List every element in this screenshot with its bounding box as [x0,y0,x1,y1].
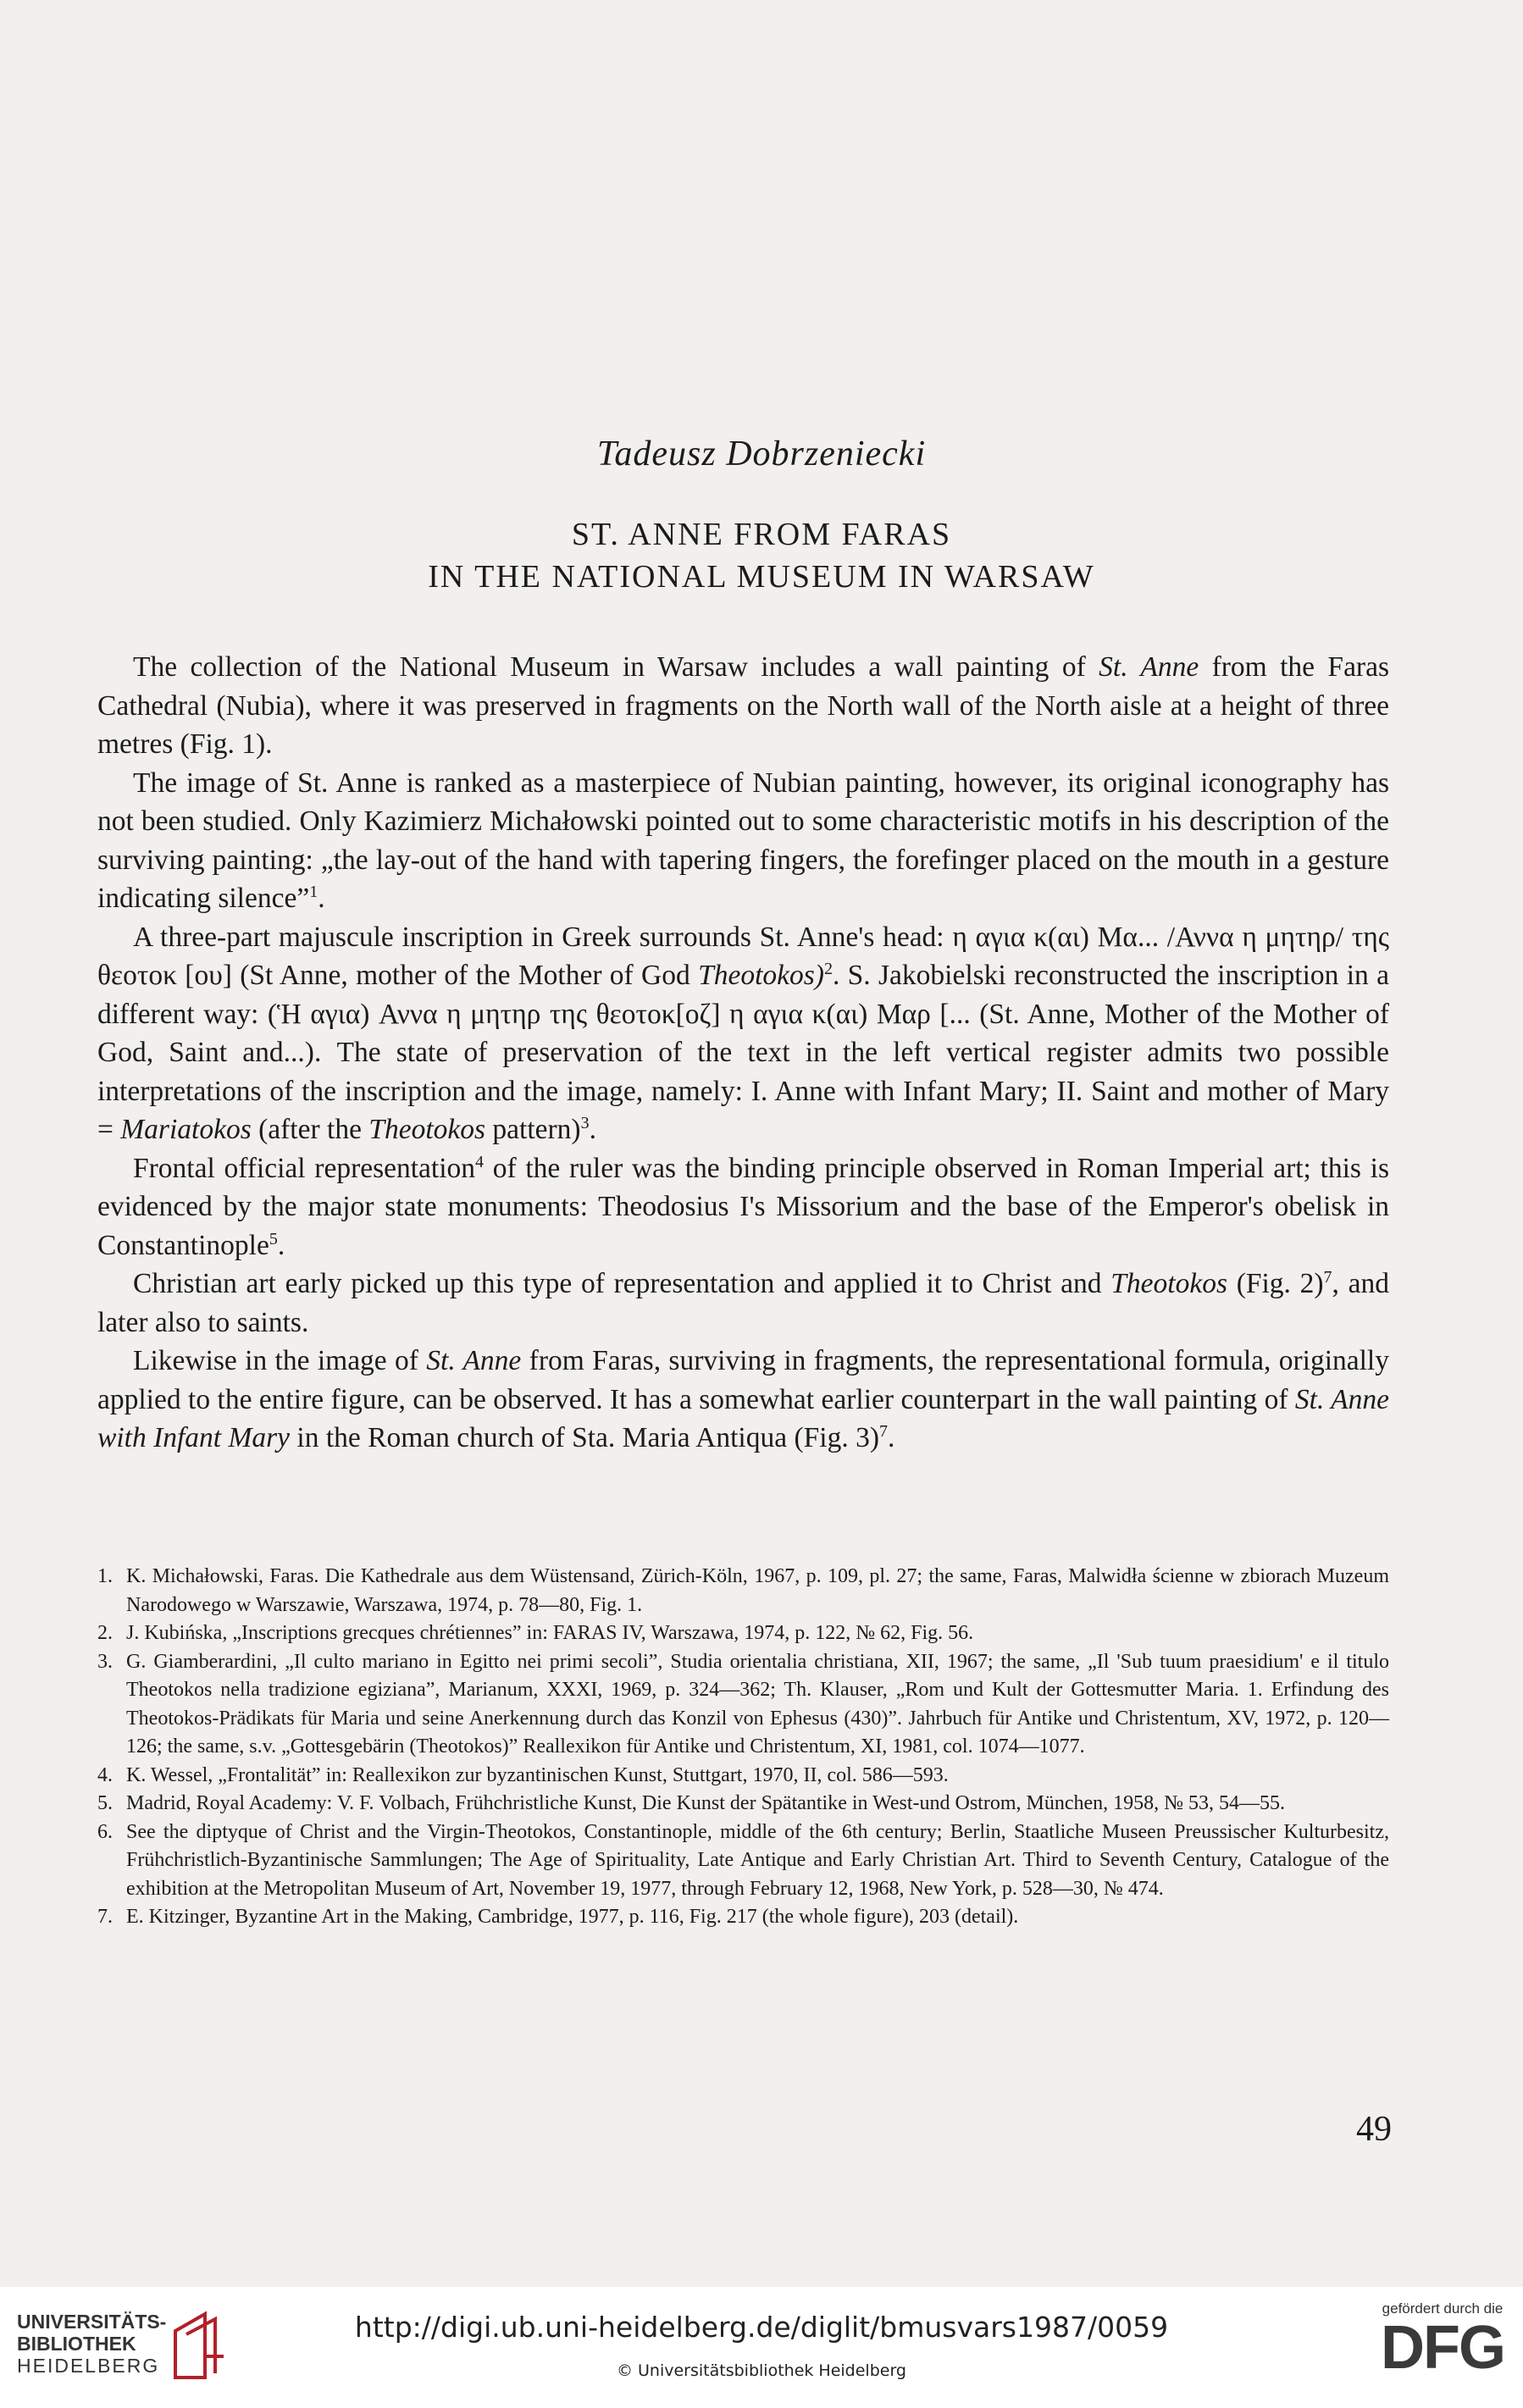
footnote-ref[interactable]: 7 [1323,1267,1332,1287]
article-body [97,648,1389,1458]
footnote: 2. J. Kubińska, „Inscriptions grecques chrétiennes” in: FARAS IV, Warszawa, 1974, p. 122, № 62, Fig. 56. [97,1622,974,1644]
footnote: 7. E. Kitzinger, Byzantine Art in the Making, Cambridge, 1977, p. 116, Fig. 217 (the whole figure), 203 (detail). [97,1906,1019,1928]
article-title [0,513,1523,598]
paragraph-5: Christian art early picked up this type of representation and applied it to Christ and Theotokos (Fig. 2)$^7$, and later also to saints. [97,1267,1390,1338]
paragraph-6: Likewise in the image of St. Anne from Faras, surviving in fragments, the representational formula, originally applied to the entire figure, can be observed. It has a somewhat earlier counterpart in the wall painting of St. Anne with Infant Mary in the Roman church of Sta. Maria Antiqua (Fig. 3)$^7$. [97,1345,1389,1453]
library-name-line-3: HEIDELBERG [17,2355,160,2377]
footnote: 3. G. Giamberardini, „Il culto mariano in Egitto nei primi secoli”, Studia orientalia christiana, XII, 1967; the same, „Il 'Sub tuum praesidium' e il titulo Theotokos nella tradizione egiziana”, Marianum, XXXI, 1969, p. 324—362; Th. Klauser, „Rom und Kult der Gottesmutter Maria. 1. Erfindung des Theotokos-Prädikats für Maria und seine Anerkennung durch das Konzil von Ephesus (430)”. Jahrbuch für Antike und Christentum, XV, 1972, p. 120—126; the same, s.v. „Gottesgebärin (Theotokos)” Reallexikon für Antike und Christentum, XI, 1981, col. 1074—1077. [97,1650,1389,1758]
footnote-ref[interactable]: 1 [309,882,318,901]
funder-name: DFG [1381,2314,1504,2382]
paragraph-2: The image of St. Anne is ranked as a masterpiece of Nubian painting, however, its original iconography has not been studied. Only Kazimierz Michałowski pointed out to some characteristic motifs in his description of the surviving painting: „the lay-out of the hand with tapering fingers, the forefinger placed on the mouth in a gesture indicating silence”$^1$. [97,767,1389,914]
title-line-1: ST. ANNE FROM FARAS [571,517,952,552]
footnotes [97,1563,1389,1932]
footnote-ref[interactable]: 3 [580,1113,590,1132]
funder-caption: gefördert durch die [1382,2300,1504,2317]
footnote: 1. K. Michałowski, Faras. Die Kathedrale aus dem Wüstensand, Zürich-Köln, 1967, p. 109, pl. 27; the same, Faras, Malwidła ścienne w zbiorach Muzeum Narodowego w Warszawie, Warszawa, 1974, p. 78—80, Fig. 1. [97,1565,1389,1616]
footnote-ref[interactable]: 4 [475,1152,485,1171]
paragraph-3: A three-part majuscule inscription in Greek surrounds St. Anne's head: η αγια κ(αι) Μα... /Αννα η μητηρ/ της θεοτοκ [ου] (St Anne, mother of the Mother of God Theotokos)$^2$. S. Jakobielski reconstructed the inscription in a different way: (Ἡ αγια) Αννα η μητηρ της θεοτοκ[οζ] η αγια κ(αι) Μαρ [... (St. Anne, Mother of the Mother of God, Saint and...). The state of preservation of the text in the left vertical register admits two possible interpretations of the inscription and the image, namely: I. Anne with Infant Mary; II. Saint and mother of Mary = Mariatokos (after the Theotokos pattern)$^3$. [97,921,1389,1145]
footnote-ref[interactable]: 7 [878,1421,888,1441]
footnote: 5. Madrid, Royal Academy: V. F. Volbach, Frühchristliche Kunst, Die Kunst der Spätantike in West-und Ostrom, München, 1958, № 53, 54—55. [97,1792,1286,1814]
permalink-url[interactable]: http://digi.ub.uni-heidelberg.de/diglit/bmusvars1987/0059 [354,2311,1169,2344]
dfg-logo[interactable] [1381,2300,1504,2382]
footnote: 4. K. Wessel, „Frontalität” in: Reallexikon zur byzantinischen Kunst, Stuttgart, 1970, II, col. 586—593. [97,1763,949,1786]
copyright-notice: © Universitätsbibliothek Heidelberg [616,2361,906,2380]
library-name-line-1: UNIVERSITÄTS- [17,2311,167,2333]
author-name: Tadeusz Dobrzeniecki [596,435,927,473]
footnote-ref[interactable]: 2 [823,959,833,978]
paragraph-4: Frontal official representation$^4$ of the ruler was the binding principle observed in Roman Imperial art; this is evidenced by the major state monuments: Theodosius I's Missorium and the base of the Emperor's obelisk in Constantinople$^5$. [97,1152,1390,1261]
footnote: 6. See the diptyque of Christ and the Virgin-Theotokos, Constantinople, middle of the 6th century; Berlin, Staatliche Museen Preussischer Kulturbesitz, Frühchristlich-Byzantinische Sammlungen; The Age of Spirituality, Late Antique and Early Christian Art. Third to Seventh Century, Catalogue of the exhibition at the Metropolitan Museum of Art, November 19, 1977, through February 12, 1968, New York, p. 528—30, № 474. [97,1820,1389,1900]
page-number: 49 [1356,2110,1392,2149]
digitization-footer [0,2287,1523,2408]
title-line-2: IN THE NATIONAL MUSEUM IN WARSAW [428,559,1095,595]
library-name-line-2: BIBLIOTHEK [17,2333,136,2355]
paragraph-1: The collection of the National Museum in Warsaw includes a wall painting of St. Anne from the Faras Cathedral (Nubia), where it was preserved in fragments on the North wall of the North aisle at a height of three metres (Fig. 1). [97,651,1389,760]
footnote-ref[interactable]: 5 [269,1229,278,1248]
